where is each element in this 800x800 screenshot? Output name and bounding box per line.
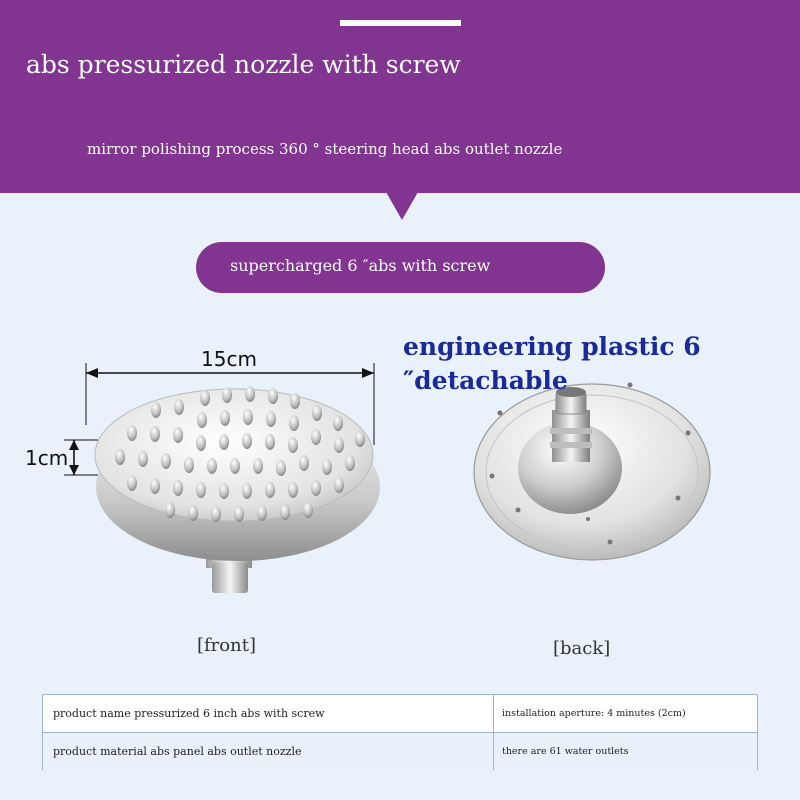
section-pill-label: supercharged 6 ″abs with screw	[230, 256, 491, 275]
banner-accent-bar	[340, 20, 461, 26]
banner-pointer	[386, 192, 418, 220]
spec-table	[42, 694, 758, 770]
back-view-label-line2: ″detachable	[403, 366, 568, 395]
banner-title: abs pressurized nozzle with screw	[26, 50, 461, 79]
spec-cell-installation: installation aperture: 4 minutes (2cm)	[502, 707, 686, 719]
front-shower-head-image	[20, 335, 390, 605]
back-view-label	[403, 330, 763, 398]
height-dimension-label: 1cm	[25, 446, 69, 470]
spec-cell-material: product material abs panel abs outlet nozzle	[43, 733, 494, 770]
width-dimension-label: 15cm	[201, 347, 257, 371]
table-row	[43, 733, 757, 770]
spec-cell-product-name: product name pressurized 6 inch abs with screw	[43, 695, 494, 732]
spec-cell-outlets: there are 61 water outlets	[502, 745, 629, 757]
header-banner	[0, 0, 800, 193]
back-view-label-line1: engineering plastic 6	[403, 332, 701, 361]
table-row	[43, 695, 757, 733]
back-caption: [back]	[553, 638, 611, 659]
front-caption: [front]	[197, 635, 256, 656]
back-shower-head-image	[470, 370, 720, 580]
banner-subtitle: mirror polishing process 360 ° steering head abs outlet nozzle	[87, 140, 563, 158]
